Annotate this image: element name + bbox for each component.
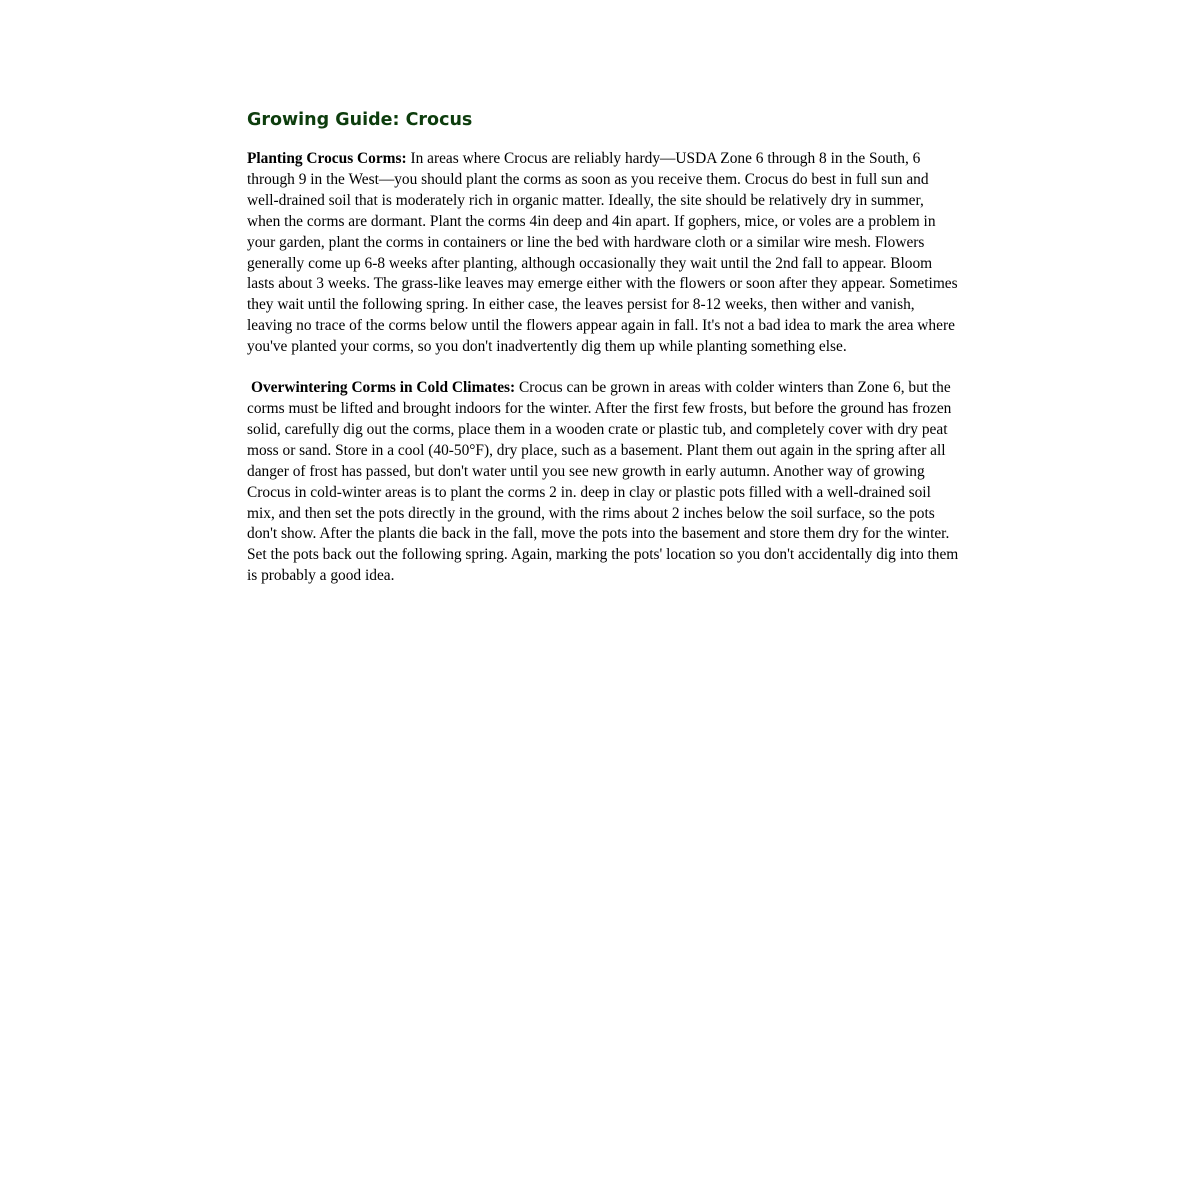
- section-heading-overwintering: Overwintering Corms in Cold Climates:: [251, 379, 516, 397]
- section-planting: [247, 149, 959, 358]
- section-heading-planting: Planting Crocus Corms:: [247, 150, 407, 167]
- section-overwintering: [247, 378, 959, 587]
- section-body-planting: In areas where Crocus are reliably hardy—USDA Zone 6 through 8 in the South, 6 through 9 in the West—you should plant the corms as soon as you receive them. Crocus do best in full sun and well-drained soil that is moderately rich in organic matter. Ideally, the site should be relatively dry in summer, when the corms are dormant. Plant the corms 4in deep and 4in apart. If gophers, mice, or voles are a problem in your garden, plant the corms in containers or line the bed with hardware cloth or a similar wire mesh. Flowers generally come up 6-8 weeks after planting, although occasionally they wait until the 2nd fall to appear. Bloom lasts about 3 weeks. The grass-like leaves may emerge either with the flowers or soon after they appear. Sometimes they wait until the following spring. In either case, the leaves persist for 8-12 weeks, then wither and vanish, leaving no trace of the corms below until the flowers appear again in fall. It's not a bad idea to mark the area where you've planted your corms, so you don't inadvertently dig them up while planting something else.: [247, 150, 958, 356]
- guide-page: [247, 108, 959, 587]
- page-title: Growing Guide: Crocus: [247, 110, 473, 130]
- section-body-overwintering: Crocus can be grown in areas with colder winters than Zone 6, but the corms must be lifted and brought indoors for the winter. After the first few frosts, but before the ground has frozen solid, carefully dig out the corms, place them in a wooden crate or plastic tub, and completely cover with dry peat moss or sand. Store in a cool (40-50°F), dry place, such as a basement. Plant them out again in the spring after all danger of frost has passed, but don't water until you see new growth in early autumn. Another way of growing Crocus in cold-winter areas is to plant the corms 2 in. deep in clay or plastic pots filled with a well-drained soil mix, and then set the pots directly in the ground, with the rims about 2 inches below the soil surface, so the pots don't show. After the plants die back in the fall, move the pots into the basement and store them dry for the winter. Set the pots back out the following spring. Again, marking the pots' location so you don't accidentally dig into them is probably a good idea.: [247, 379, 959, 585]
